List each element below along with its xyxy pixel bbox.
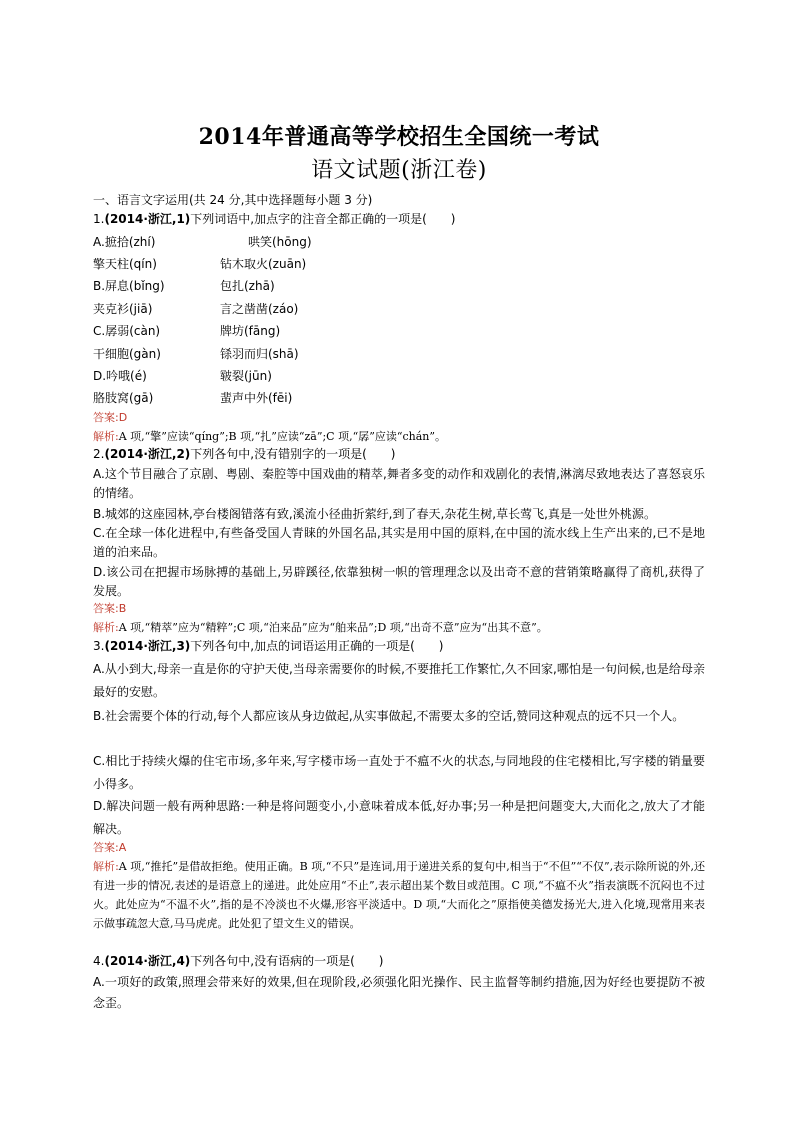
q1-option: 蜚声中外(fēi) <box>220 391 293 405</box>
question-3-stem: 3.(2014·浙江,3)下列各句中,加点的词语运用正确的一项是( ) <box>93 639 444 653</box>
q1-option: 言之凿凿(záo) <box>220 302 299 316</box>
q2-option: A.这个节目融合了京剧、粤剧、秦腔等中国戏曲的精萃,舞者多变的动作和戏剧化的表情,淋漓尽致地表达了喜怒哀乐的情绪。 <box>93 467 705 500</box>
q1-option: 包扎(zhā) <box>220 279 275 293</box>
q3-option: D.解决问题一般有两种思路:一种是将问题变小,小意味着成本低,好办事;另一种是把问题变大,大而化之,放大了才能解决。 <box>93 799 705 836</box>
q1-option: A.摭拾(zhí) <box>93 235 156 249</box>
q1-option: 夹克衫(jiā) <box>93 302 153 316</box>
q1-option: 钻木取火(zuān) <box>220 257 307 271</box>
question-4-stem: 4.(2014·浙江,4)下列各句中,没有语病的一项是( ) <box>93 954 384 968</box>
q1-option: 牌坊(fāng) <box>220 324 281 338</box>
q1-option: 铩羽而归(shā) <box>220 347 299 361</box>
q2-option: C.在全球一体化进程中,有些备受国人青睐的外国名品,其实是用中国的原料,在中国的流水线上生产出来的,已不是地道的泊来品。 <box>93 526 705 559</box>
analysis-text: 解析:A 项,“推托”是借故拒绝。使用正确。B 项,“不只”是连词,用于递进关系的复句中,相当于“不但”“不仅”,表示除所说的外,还有进一步的情况,表述的是语意上的递进。此处应用“不止”,表示超出某个数目或范围。C 项,“不瘟不火”指表演既不沉闷也不过火。此处应为“不温不火”,指的是不冷淡也不火爆,形容平淡适中。D 项,“大而化之”原指使美德发扬光大,进入化境,现常用来表示做事疏忽大意,马马虎虎。此处犯了望文生义的错误。 <box>93 860 705 930</box>
q1-option: B.屏息(bǐng) <box>93 279 165 293</box>
analysis-text: 解析:A 项,“擎”应读“qíng”;B 项,“扎”应读“zā”;C 项,“孱”应读“chán”。 <box>93 430 446 443</box>
q1-option: D.吟哦(é) <box>93 369 147 383</box>
section-heading: 一、语言文字运用(共 24 分,其中选择题每小题 3 分) <box>93 193 373 207</box>
q1-option: C.孱弱(càn) <box>93 324 161 338</box>
q2-option: B.城郊的这座园林,亭台楼阁错落有致,溪流小径曲折萦纡,到了春天,杂花生树,草长莺飞,真是一处世外桃源。 <box>93 507 656 521</box>
q1-option: 哄笑(hōng) <box>248 235 312 249</box>
q2-option: D.该公司在把握市场脉搏的基础上,另辟蹊径,依靠独树一帜的管理理念以及出奇不意的营销策略赢得了商机,获得了发展。 <box>93 565 705 598</box>
q1-option: 干细胞(gàn) <box>93 347 161 361</box>
page-title: 2014年普通高等学校招生全国统一考试 <box>198 124 600 150</box>
answer-label: 答案:D <box>93 411 128 424</box>
q1-option: 胳肢窝(gā) <box>93 391 154 405</box>
answer-label: 答案:B <box>93 602 127 615</box>
q3-option: B.社会需要个体的行动,每个人都应该从身边做起,从实事做起,不需要太多的空话,赞同这种观点的远不只一个人。 <box>93 709 685 723</box>
q1-option: 擎天柱(qín) <box>93 257 157 271</box>
answer-label: 答案:A <box>93 841 127 854</box>
q3-option: C.相比于持续火爆的住宅市场,多年来,写字楼市场一直处于不瘟不火的状态,与同地段的住宅楼相比,写字楼的销量要小得多。 <box>93 754 705 791</box>
q3-option: A.从小到大,母亲一直是你的守护天使,当母亲需要你的时候,不要推托工作繁忙,久不回家,哪怕是一句问候,也是给母亲最好的安慰。 <box>93 662 705 699</box>
q1-option: 皲裂(jūn) <box>220 369 272 383</box>
q4-option: A.一项好的政策,照理会带来好的效果,但在现阶段,必须强化阳光操作、民主监督等制约措施,因为好经也要提防不被念歪。 <box>93 975 705 1010</box>
question-1-stem: 1.(2014·浙江,1)下列词语中,加点字的注音全都正确的一项是( ) <box>93 212 456 226</box>
question-2-stem: 2.(2014·浙江,2)下列各句中,没有错别字的一项是( ) <box>93 447 396 461</box>
analysis-text: 解析:A 项,“精萃”应为“精粹”;C 项,“泊来品”应为“舶来品”;D 项,“出奇不意”应为“出其不意”。 <box>93 621 548 634</box>
page-subtitle: 语文试题(浙江卷) <box>311 158 487 183</box>
